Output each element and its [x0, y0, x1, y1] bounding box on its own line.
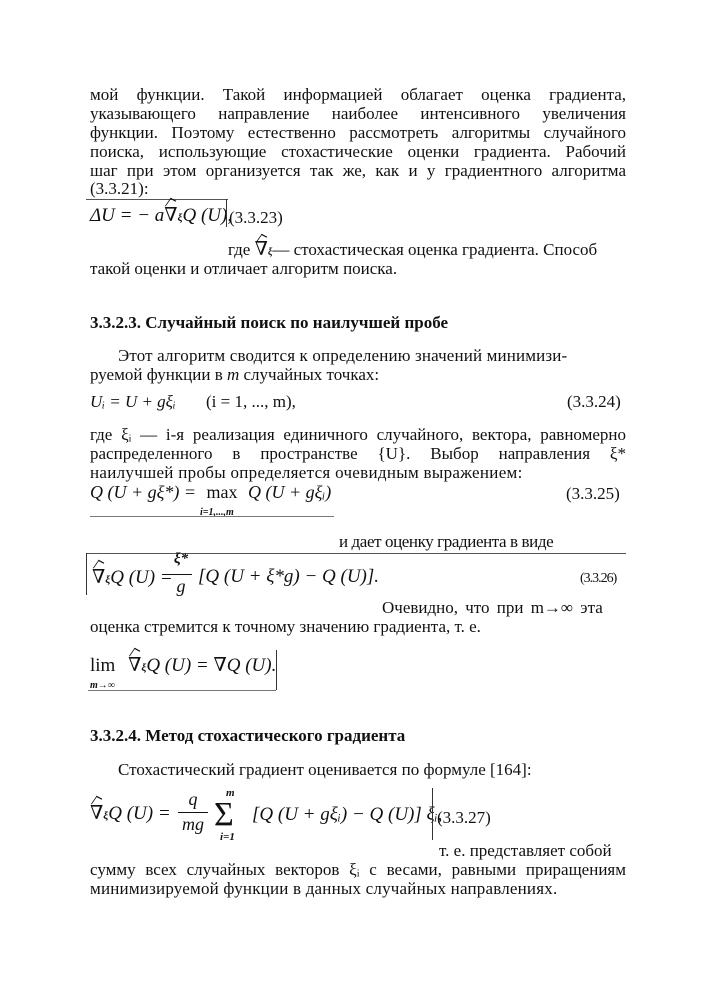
- eq26-frame-top: [86, 553, 626, 554]
- lim-formula: [90, 654, 276, 677]
- para2-sub: ξ: [267, 247, 273, 258]
- lim-frame-right: [276, 650, 277, 690]
- para4-line2: распределенного в пространстве {U}. Выбор направления ξ*: [90, 444, 626, 463]
- eq25-max: max: [206, 482, 238, 502]
- eq27-denominator: mg: [182, 814, 204, 834]
- eq26-lhs-text: Q (U) =: [110, 567, 173, 588]
- eq25-number: (3.3.25): [566, 484, 620, 503]
- para3-line2: [90, 365, 379, 384]
- section-heading-3-3-2-4: 3.3.2.4. Метод стохастического градиента: [90, 726, 406, 745]
- eq27-sigma: Σ: [214, 796, 234, 833]
- eq26-sub: ξ: [105, 574, 111, 586]
- eq23-nabla-hat: ∇: [164, 205, 178, 226]
- para7: Стохастический градиент оценивается по формуле [164]:: [118, 760, 532, 779]
- eq27-nabla-hat: ∇: [90, 803, 104, 824]
- eq27-body: [Q (U + gξᵢ) − Q (U)] ξᵢ,: [252, 804, 443, 825]
- eq26-lhs: [92, 566, 173, 589]
- lim-word: lim: [90, 655, 116, 676]
- eq24-number: (3.3.24): [567, 392, 621, 411]
- eq24-formula: Uᵢ = U + gξᵢ: [90, 392, 176, 411]
- eq26-numerator: ξ*: [173, 551, 189, 567]
- eq23-formula: [90, 204, 232, 227]
- lim-sub: ξ: [141, 662, 147, 674]
- para2-nabla-icon: ∇: [254, 239, 268, 260]
- section-heading-3-3-2-3: 3.3.2.3. Случайный поиск по наилучшей пробе: [90, 313, 449, 332]
- eq27-fraction-line: [178, 812, 208, 813]
- eq27-numerator: q: [188, 789, 198, 809]
- lim-body: Q (U) = ∇Q (U).: [146, 655, 277, 676]
- para1-line2: указывающего направление наиболее интенсивного увеличения: [90, 104, 626, 123]
- para1-line5: шаг при этом организуется так же, как и у градиентного алгоритма: [90, 161, 626, 180]
- eq26-number: (3.3.26): [580, 571, 617, 586]
- eq26-frame-left: [86, 553, 87, 595]
- eq26-fraction-line: [170, 574, 192, 575]
- lim-frame-bottom: [88, 690, 276, 691]
- para8-line3: минимизируемой функции в данных случайных направлениях.: [90, 879, 558, 898]
- para1-line6: (3.3.21):: [90, 179, 149, 198]
- eq26-denominator: g: [176, 576, 186, 596]
- para6-line2: оценка стремится к точному значению градиента, т. е.: [90, 617, 481, 636]
- eq23-frame-right: [226, 199, 227, 227]
- eq25-underline: [90, 516, 334, 517]
- eq27-number: (3.3.27): [437, 808, 491, 827]
- eq25-rhs: Q (U + gξᵢ): [248, 482, 332, 502]
- eq27-sum-bottom: i=1: [220, 831, 235, 843]
- eq25-under: i=1,...,m: [200, 507, 234, 518]
- eq27-lhs-text: Q (U) =: [108, 803, 171, 824]
- para5: и дает оценку градиента в виде: [339, 532, 554, 551]
- para3-m: m: [226, 365, 240, 384]
- para8-line2: сумму всех случайных векторов ξᵢ с весами, равными приращениям: [90, 860, 626, 879]
- para2-line2: такой оценки и отличает алгоритм поиска.: [90, 259, 398, 278]
- lim-nabla-hat: ∇: [128, 655, 142, 676]
- eq27-sum-top: m: [226, 787, 235, 799]
- para2-where: где: [228, 240, 251, 259]
- eq23-sub: ξ: [177, 212, 183, 224]
- para4-line1: где ξᵢ — i-я реализация единичного случайного, вектора, равномерно: [90, 425, 626, 444]
- para3-line1: Этот алгоритм сводится к определению значений минимизи-: [118, 346, 568, 365]
- eq27-sub: ξ: [103, 810, 109, 822]
- eq23-frame-top: [86, 199, 228, 200]
- eq26-rhs: [Q (U + ξ*g) − Q (U)].: [198, 566, 380, 587]
- para3-line2-post: случайных точках:: [239, 365, 380, 384]
- para1-line4: поиска, использующие стохастические оценки градиента. Рабочий: [90, 142, 626, 161]
- para4-line3: наилучшей пробы определяется очевидным выражением:: [90, 463, 523, 482]
- eq27-lhs: [90, 802, 171, 825]
- eq26-nabla-hat: ∇: [92, 567, 106, 588]
- para1-line3: функции. Поэтому естественно рассмотреть алгоритмы случайного: [90, 123, 626, 142]
- eq24-range: (i = 1, ..., m),: [206, 392, 296, 411]
- para1-line1: мой функции. Такой информацией облагает оценка градиента,: [90, 85, 626, 104]
- eq23-number: (3.3.23): [229, 208, 283, 227]
- para6-line1: Очевидно, что при m→∞ эта: [382, 598, 603, 617]
- eq23-lhs: ΔU = − a: [90, 205, 165, 226]
- para3-line2-pre: руемой функции в: [90, 365, 227, 384]
- eq25-formula: [90, 482, 331, 503]
- eq25-lhs: Q (U + gξ*) =: [90, 482, 196, 502]
- para2-rest: — стохастическая оценка градиента. Способ: [272, 240, 598, 259]
- eq23-rhs: Q (U),: [182, 205, 233, 226]
- lim-under: m→∞: [90, 680, 115, 691]
- eq27-frame-right: [432, 788, 433, 840]
- para8-line1: т. е. представляет собой: [439, 841, 612, 860]
